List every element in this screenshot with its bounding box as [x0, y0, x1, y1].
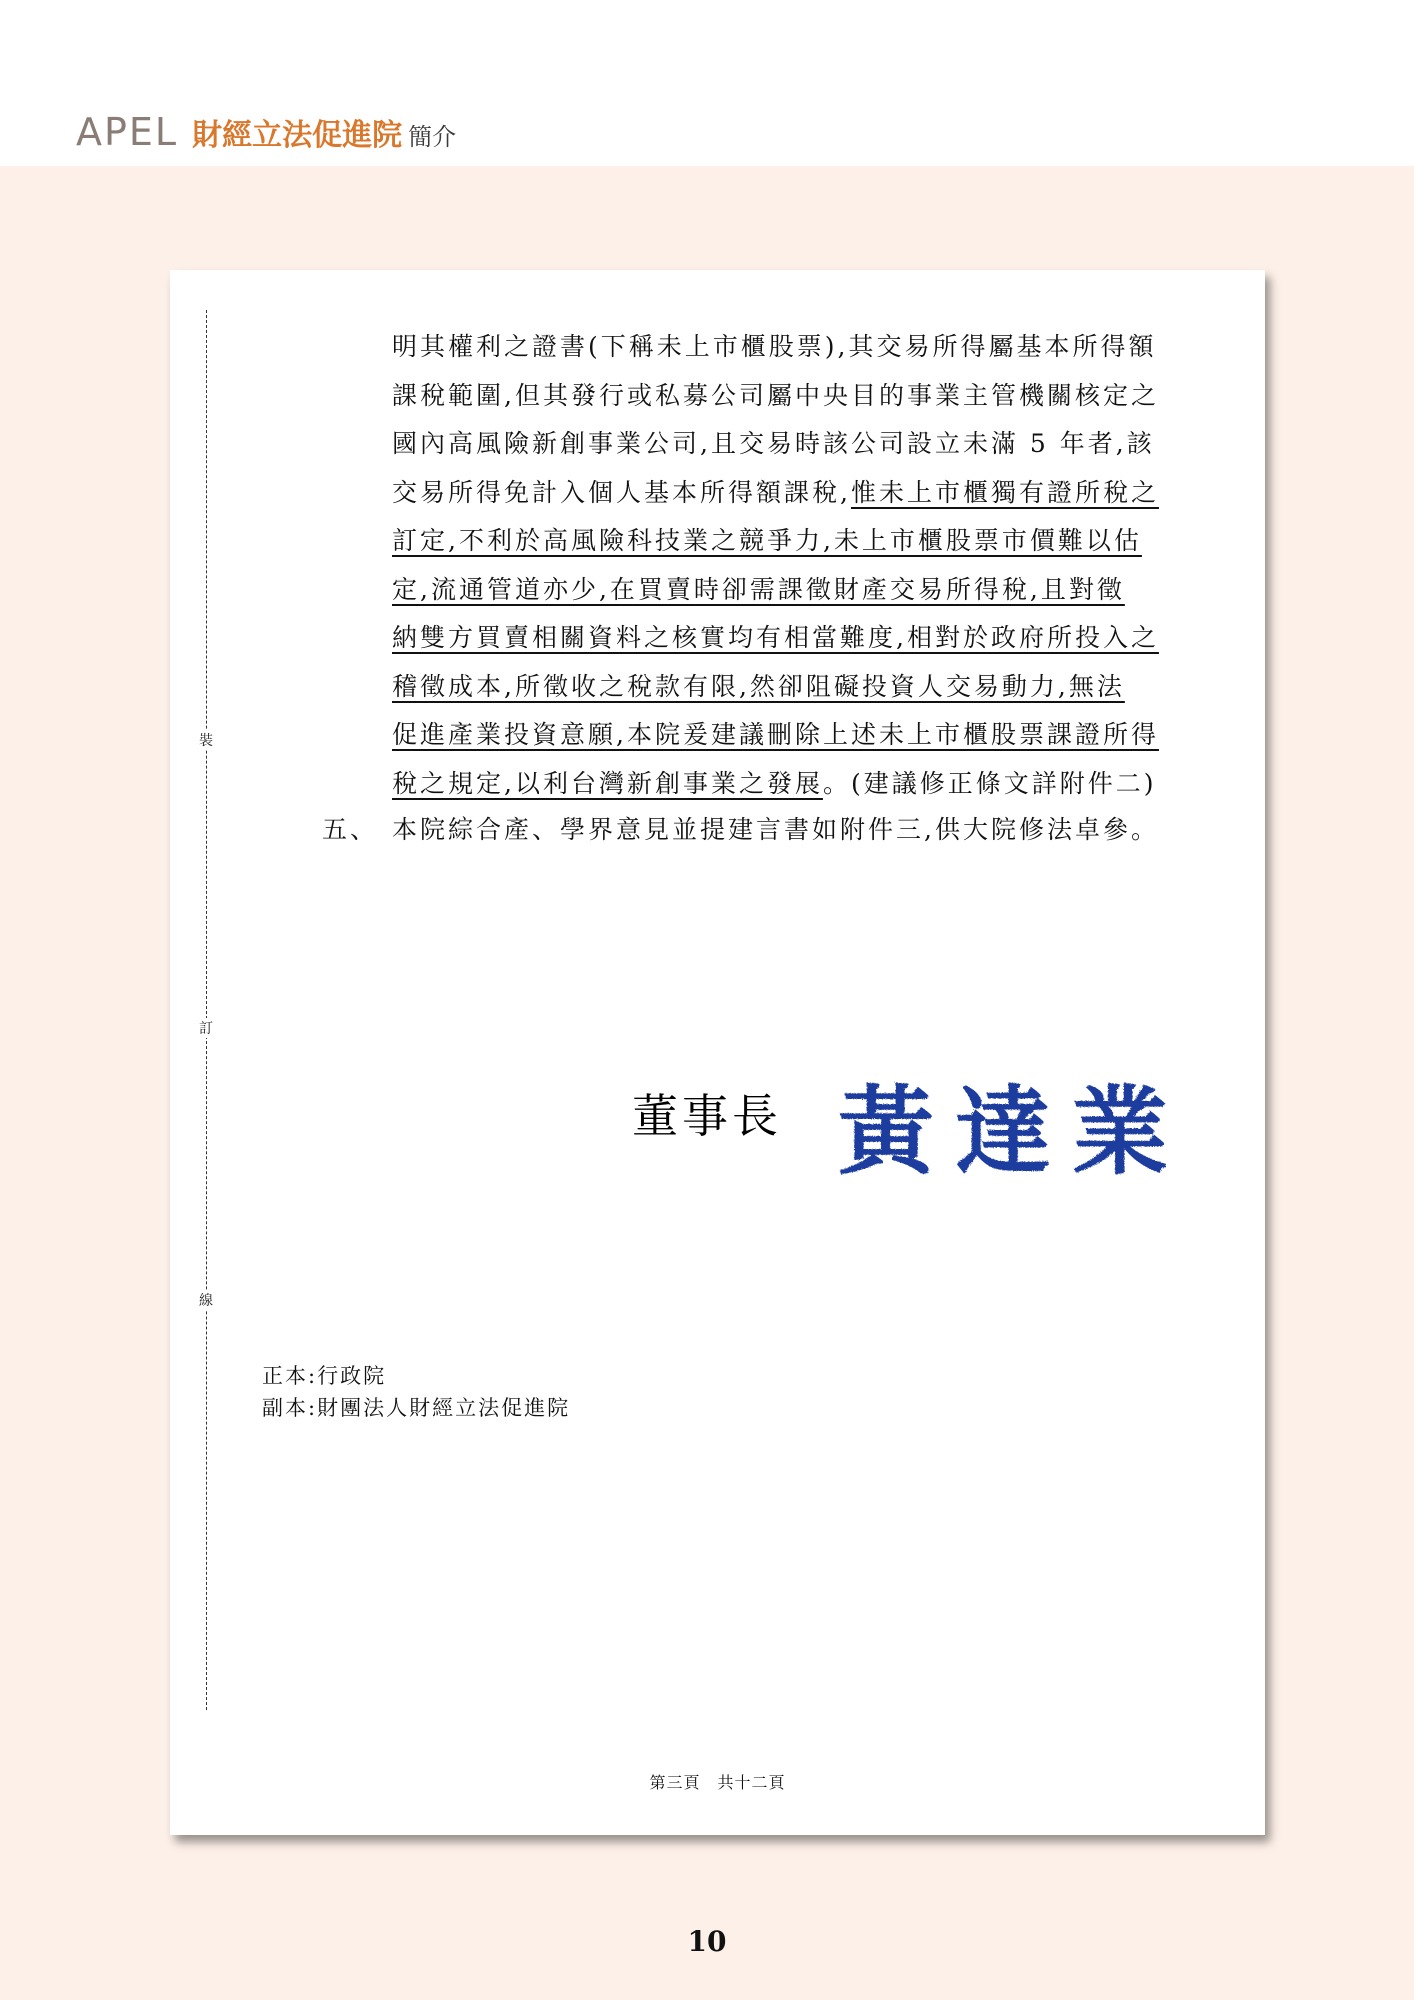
- recipient-copy: 副本:財團法人財經立法促進院: [262, 1396, 571, 1420]
- body-line: 明其權利之證書(下稱未上市櫃股票),其交易所得屬基本所得額: [392, 332, 1157, 361]
- header-bar: [0, 0, 1414, 166]
- brand-suffix: 簡介: [408, 123, 457, 151]
- item-five: [322, 810, 1159, 846]
- body-line: 納雙方買賣相關資料之核實均有相當難度,相對於政府所投入之: [392, 623, 1159, 652]
- item-five-text: 本院綜合產、學界意見並提建言書如附件三,供大院修法卓參。: [392, 815, 1159, 844]
- brand-abbr: APEL: [76, 110, 179, 154]
- body-line: 課稅範圍,但其發行或私募公司屬中央目的事業主管機關核定之: [392, 380, 1159, 410]
- body-line: 定,流通管道亦少,在買賣時卻需課徵財產交易所得稅,且對徵: [392, 574, 1125, 604]
- body-line: 國內高風險新創事業公司,且交易時該公司設立未滿 5 年者,該: [392, 429, 1155, 458]
- page-indicator: 第三頁 共十二頁: [649, 1773, 786, 1792]
- page-number: 10: [687, 1925, 727, 1958]
- binding-line: [206, 310, 207, 1710]
- body-line: 訂定,不利於高風險科技業之競爭力,未上市櫃股票市價難以估: [392, 526, 1142, 555]
- recipient-original: 正本:行政院: [262, 1364, 387, 1388]
- binding-mark-xian: 線: [194, 1290, 218, 1310]
- binding-mark-ding: 訂: [194, 1018, 218, 1038]
- body-line: 交易所得免計入個人基本所得額課稅,惟未上市櫃獨有證所稅之: [392, 477, 1159, 507]
- body-line: 促進產業投資意願,本院爰建議刪除上述未上市櫃股票課證所得: [392, 720, 1159, 749]
- body-line: 稽徵成本,所徵收之稅款有限,然卻阻礙投資人交易動力,無法: [392, 671, 1125, 701]
- seal-char: 業: [1072, 1075, 1168, 1185]
- chairman-seal: [838, 1065, 1318, 1185]
- recipients-block: [262, 1360, 570, 1424]
- seal-char: 黃: [838, 1075, 934, 1185]
- signature-title: 董事長: [632, 1089, 782, 1143]
- body-line-last: 稅之規定,以利台灣新創事業之發展。(建議修正條文詳附件二): [392, 768, 1157, 798]
- brand-name: 財經立法促進院: [192, 118, 403, 153]
- body-paragraph: [392, 323, 1192, 808]
- document-page: [170, 270, 1265, 1835]
- seal-char: 達: [955, 1075, 1051, 1185]
- item-five-number: 五、: [322, 815, 379, 844]
- brand-logo: [76, 110, 456, 156]
- binding-mark-zhuang: 裝: [194, 730, 218, 750]
